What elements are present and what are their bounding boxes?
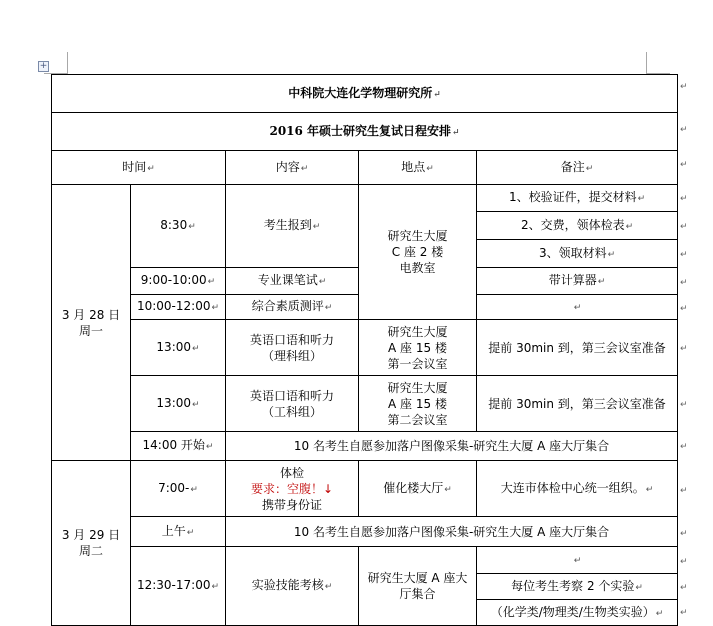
title-sub-cell: 2016 年硕士研究生复试日程安排↵ [52, 113, 678, 151]
day1-checkin: 考生报到↵ [226, 185, 359, 268]
header-content: 内容↵ [226, 151, 359, 185]
day1-oral2-place: 研究生大厦 A 座 15 楼 第二会议室 [359, 376, 477, 432]
row-end-mark: ↵ [680, 583, 688, 593]
row-end-mark: ↵ [680, 400, 688, 410]
day1-photo: 10 名考生自愿参加落户图像采集-研究生大厦 A 座大厅集合 [226, 432, 678, 461]
row-end-mark: ↵ [680, 222, 688, 232]
row-end-mark: ↵ [680, 194, 688, 204]
row-end-mark: ↵ [680, 557, 688, 567]
day1-oral1-note: 提前 30min 到，第三会议室准备 [477, 320, 678, 376]
row-end-mark: ↵ [680, 608, 688, 618]
title-main: 中科院大连化学物理研究所 [288, 85, 433, 100]
header-place: 地点↵ [359, 151, 477, 185]
day1-quality: 综合素质测评↵ [226, 295, 359, 320]
day1-oral1-time: 13:00↵ [131, 320, 226, 376]
row-end-mark: ↵ [680, 160, 688, 170]
day1-oral1: 英语口语和听力 （理科组） [226, 320, 359, 376]
day2-lab-time: 12:30-17:00↵ [131, 547, 226, 626]
day2-photo: 10 名考生自愿参加落户图像采集-研究生大厦 A 座大厅集合 [226, 517, 678, 547]
crop-mark-top-right-v [646, 52, 647, 74]
day1-checkin-note-3: 3、领取材料↵ [477, 240, 678, 268]
row-end-mark: ↵ [680, 250, 688, 260]
header-time: 时间↵ [52, 151, 226, 185]
crop-mark-top-left-v [67, 52, 68, 74]
day2-lab-place: 研究生大厦 A 座大 厅集合 [359, 547, 477, 626]
day1-weekday: 周一 [78, 323, 103, 338]
day2-lab-note-3: （化学类/物理类/生物类实验）↵ [477, 600, 678, 626]
day1-date: 3 月 28 日 [61, 307, 121, 322]
day1-written-note: 带计算器↵ [477, 268, 678, 295]
day1-date-cell [52, 185, 131, 461]
day1-photo-time: 14:00 开始↵ [131, 432, 226, 461]
row-end-mark: ↵ [680, 304, 688, 314]
day1-quality-note: ↵ [477, 295, 678, 320]
day1-checkin-note-2: 2、交费，领体检表↵ [477, 212, 678, 240]
day2-lab-note-1: ↵ [477, 547, 678, 574]
row-end-mark: ↵ [680, 529, 688, 539]
table-move-handle-icon[interactable]: + [39, 61, 48, 71]
title-sub: 2016 年硕士研究生复试日程安排 [269, 123, 452, 138]
day1-checkin-time: 8:30↵ [131, 185, 226, 268]
day1-main-place: 研究生大厦 C 座 2 楼 电教室 [359, 185, 477, 320]
day1-written: 专业课笔试↵ [226, 268, 359, 295]
day2-exam: 体检 要求：空腹！↓ 携带身份证 [226, 461, 359, 517]
day2-exam-time: 7:00-↵ [131, 461, 226, 517]
day1-oral2-time: 13:00↵ [131, 376, 226, 432]
day2-lab-note-2: 每位考生考察 2 个实验↵ [477, 574, 678, 600]
day1-checkin-note-1: 1、校验证件，提交材料↵ [477, 185, 678, 212]
day2-lab: 实验技能考核↵ [226, 547, 359, 626]
header-notes: 备注↵ [477, 151, 678, 185]
day2-date-cell [52, 461, 131, 626]
day2-weekday: 周二 [78, 544, 103, 558]
row-end-mark: ↵ [680, 278, 688, 288]
row-end-mark: ↵ [680, 82, 688, 92]
row-end-mark: ↵ [680, 344, 688, 354]
day2-exam-place: 催化楼大厅↵ [359, 461, 477, 517]
day1-quality-time: 10:00-12:00↵ [131, 295, 226, 320]
row-end-mark: ↵ [680, 442, 688, 452]
day2-photo-time: 上午↵ [131, 517, 226, 547]
row-end-mark: ↵ [680, 486, 688, 496]
title-main-cell: 中科院大连化学物理研究所↵ [52, 75, 678, 113]
day1-oral2-note: 提前 30min 到，第三会议室准备 [477, 376, 678, 432]
day1-written-time: 9:00-10:00↵ [131, 268, 226, 295]
day1-oral1-place: 研究生大厦 A 座 15 楼 第一会议室 [359, 320, 477, 376]
day2-date: 3 月 29 日 [61, 528, 121, 542]
schedule-table [51, 74, 678, 626]
day2-exam-note: 大连市体检中心统一组织。↵ [477, 461, 678, 517]
row-end-mark: ↵ [680, 125, 688, 135]
day1-oral2: 英语口语和听力 （工科组） [226, 376, 359, 432]
